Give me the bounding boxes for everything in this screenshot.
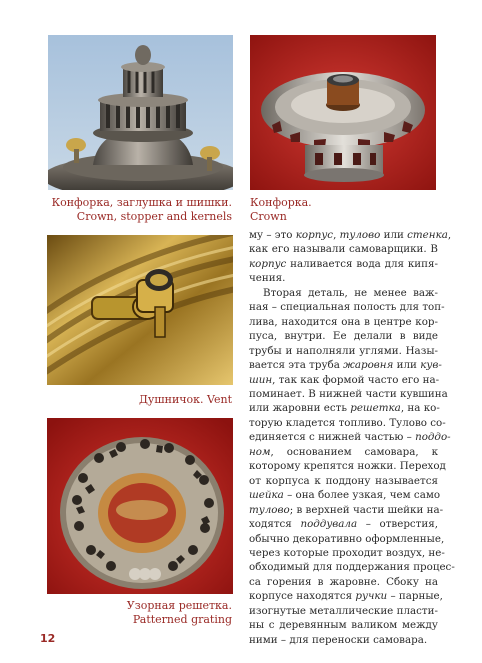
- page-number: 12: [40, 632, 56, 645]
- body-text-line: ная – специальная полость для топ-: [249, 301, 445, 314]
- body-text-line: от корпуса к поддону называется: [249, 474, 438, 487]
- body-text-line: са горения в жаровне. Сбоку на: [249, 575, 439, 588]
- body-text-line: которому крепятся ножки. Переход: [249, 460, 446, 473]
- body-text-line: Вторая деталь, не менее важ-: [263, 286, 438, 299]
- body-text-line: обычно декоративно оформленные,: [249, 532, 445, 545]
- caption-ru: Душничок. Vent: [138, 393, 232, 406]
- photo-patterned-grating: [47, 418, 233, 594]
- body-text-line: или жаровни есть решетка, на ко-: [249, 402, 440, 415]
- body-text-line: как его называли самоварщики. В: [249, 243, 438, 256]
- body-text-line: ном, основанием самовара, к: [249, 445, 439, 458]
- body-text-line: пуса, внутри. Ее делали в виде: [249, 330, 438, 343]
- caption-ru: Конфорка.: [250, 196, 312, 209]
- photo-crown: [250, 35, 436, 190]
- body-text-column: [249, 228, 455, 647]
- body-text-line: изогнутые металлические пласти-: [249, 604, 438, 617]
- body-text-line: шин, так как формой часто его на-: [249, 373, 440, 386]
- body-text-line: трубы и наполняли углями. Назы-: [249, 344, 438, 357]
- body-text-line: ними – для переноски самовара.: [249, 633, 428, 646]
- caption-crown-stopper-kernels: [52, 196, 232, 224]
- caption-crown: [250, 196, 312, 224]
- body-text-line: чения.: [249, 272, 286, 285]
- body-text-line: вается эта труба жаровня или кув-: [249, 359, 442, 372]
- body-text-line: единяется с нижней частью – поддо-: [249, 431, 451, 444]
- caption-vent: [139, 393, 232, 407]
- caption-patterned-grating: [127, 599, 232, 627]
- body-text-line: тулово; в верхней части шейки на-: [249, 503, 444, 516]
- caption-en: Patterned grating: [132, 613, 232, 626]
- caption-en: Crown: [250, 210, 287, 223]
- body-text-line: шейка – она более узкая, чем само: [249, 489, 441, 502]
- body-text-line: лива, находится она в центре кор-: [249, 315, 439, 328]
- body-text-line: корпусе находятся ручки – парные,: [249, 590, 443, 603]
- photo-crown-stopper-kernels: [48, 35, 233, 190]
- body-text-line: му – это корпус, тулово или стенка,: [249, 229, 452, 241]
- body-text-line: торую кладется топливо. Тулово со-: [249, 416, 446, 429]
- body-text-line: через которые проходит воздух, не-: [249, 546, 445, 559]
- body-text-line: обходимый для поддержания процес-: [249, 561, 455, 574]
- caption-ru: Конфорка, заглушка и шишки.: [51, 196, 232, 209]
- body-text-line: ны с деревянным валиком между: [249, 619, 438, 632]
- body-text-line: корпус наливается вода для кипя-: [249, 257, 438, 270]
- body-text-line: поминает. В нижней части кувшина: [249, 387, 448, 400]
- body-text-line: ходятся поддувала – отверстия,: [249, 518, 439, 531]
- caption-ru: Узорная решетка.: [126, 599, 232, 612]
- photo-vent: [47, 235, 233, 385]
- caption-en: Crown, stopper and kernels: [76, 210, 232, 223]
